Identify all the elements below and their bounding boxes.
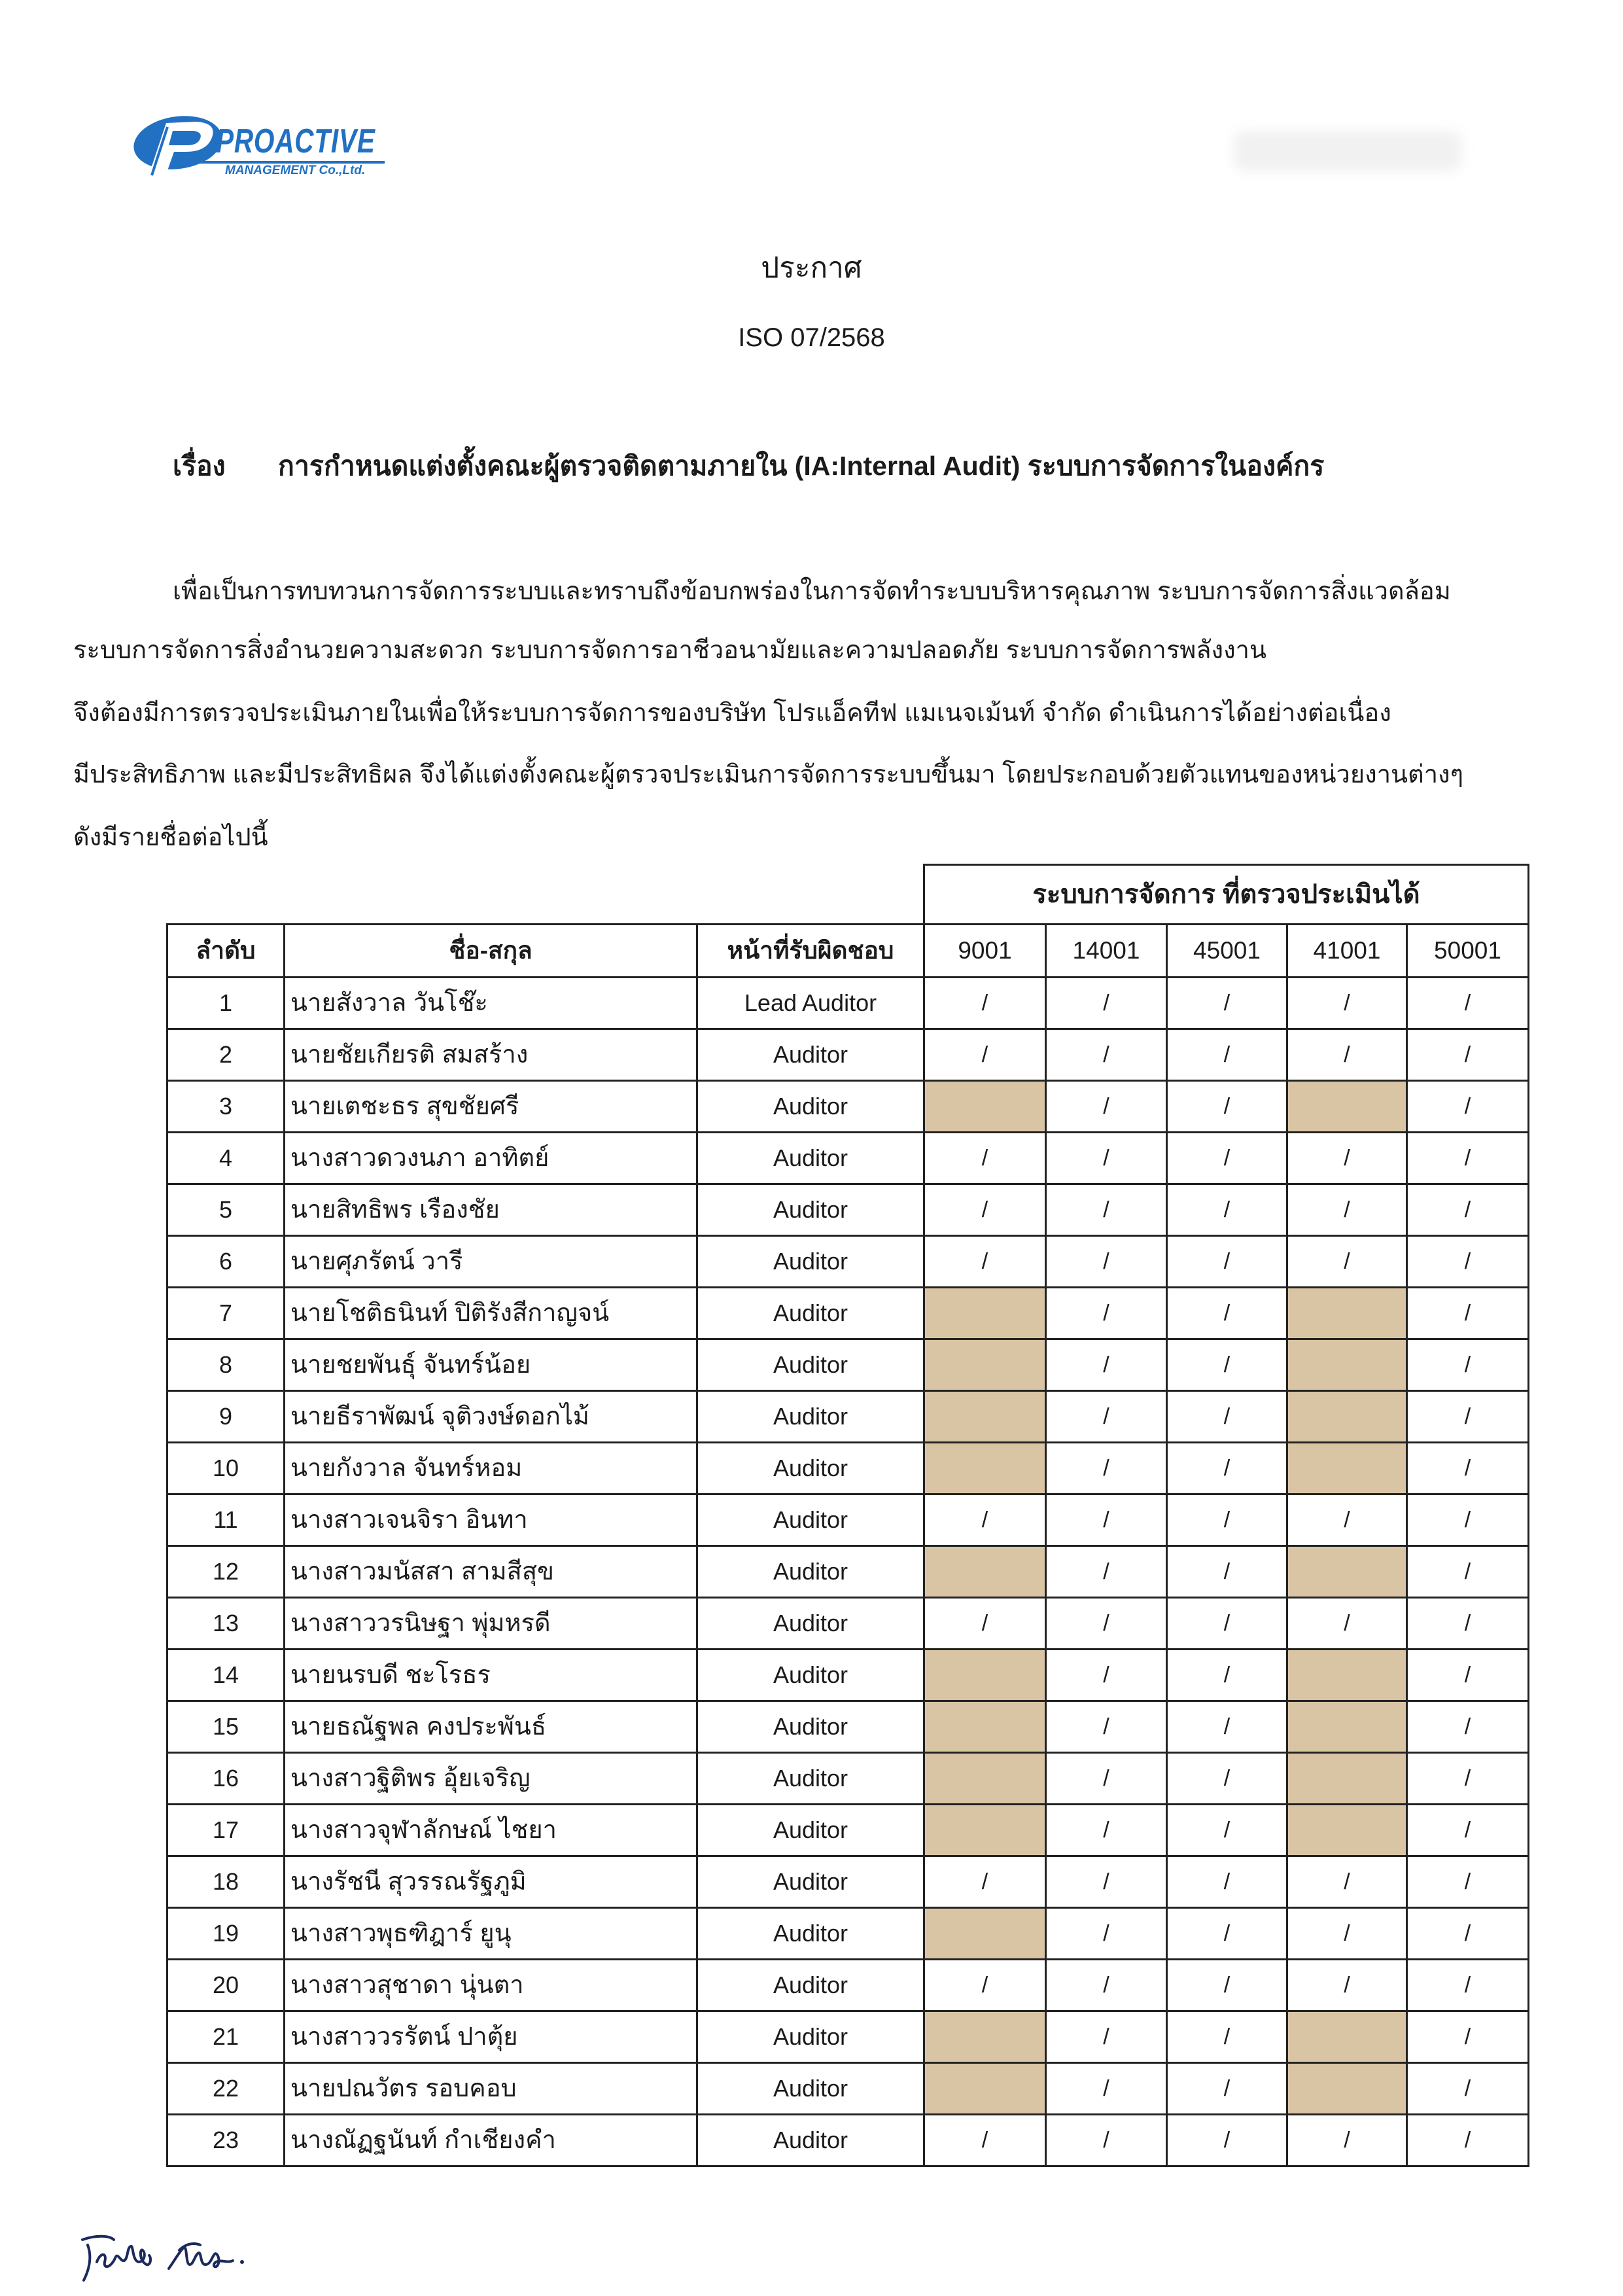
- not-applicable-cell: [1288, 1082, 1408, 1133]
- not-applicable-cell: [1288, 1650, 1408, 1702]
- check-mark-cell: /: [1288, 1495, 1408, 1547]
- check-mark-cell: /: [925, 1030, 1047, 1082]
- check-mark-cell: /: [1047, 2064, 1168, 2115]
- role-cell: Auditor: [698, 1960, 925, 2012]
- name-cell: นางสาวฐิติพร อุ้ยเจริญ: [285, 1754, 698, 1805]
- table-row: [168, 1495, 1529, 1547]
- row-number-cell: 9: [168, 1392, 285, 1443]
- role-cell: Auditor: [698, 1133, 925, 1185]
- col-header-iso-41001: 41001: [1288, 925, 1408, 978]
- check-mark-cell: /: [1408, 1495, 1529, 1547]
- col-header-number: ลำดับ: [168, 925, 285, 978]
- check-mark-cell: /: [1168, 2012, 1288, 2064]
- check-mark-cell: /: [1288, 1857, 1408, 1909]
- body-line: จึงต้องมีการตรวจประเมินภายในเพื่อให้ระบบการจัดการของบริษัท โปรแอ็คทีฟ แมเนจเม้นท์ จำกัด ดำเนินการได้อย่างต่อเนื่อง: [73, 699, 1391, 727]
- check-mark-cell: /: [1168, 1443, 1288, 1495]
- table-row: [168, 1288, 1529, 1340]
- not-applicable-cell: [1288, 1392, 1408, 1443]
- auditor-table: [166, 923, 1529, 2167]
- not-applicable-cell: [925, 1547, 1047, 1598]
- role-cell: Auditor: [698, 1909, 925, 1960]
- name-cell: นายสังวาล วันโช๊ะ: [285, 978, 698, 1030]
- role-cell: Auditor: [698, 1288, 925, 1340]
- check-mark-cell: /: [1047, 1857, 1168, 1909]
- check-mark-cell: /: [1047, 1133, 1168, 1185]
- name-cell: นายโชติธนินท์ ปิติรังสีกาญจน์: [285, 1288, 698, 1340]
- not-applicable-cell: [1288, 1288, 1408, 1340]
- check-mark-cell: /: [1047, 1547, 1168, 1598]
- row-number-cell: 15: [168, 1702, 285, 1754]
- row-number-cell: 20: [168, 1960, 285, 2012]
- check-mark-cell: /: [1408, 1443, 1529, 1495]
- name-cell: นางสาววรนิษฐา พุ่มหรดี: [285, 1598, 698, 1650]
- role-cell: Auditor: [698, 1030, 925, 1082]
- check-mark-cell: /: [1408, 2115, 1529, 2167]
- check-mark-cell: /: [1408, 2012, 1529, 2064]
- role-cell: Auditor: [698, 1495, 925, 1547]
- check-mark-cell: /: [1408, 1237, 1529, 1288]
- name-cell: นายเตชะธร สุขชัยศรี: [285, 1082, 698, 1133]
- announcement-heading: ประกาศ: [761, 252, 862, 284]
- check-mark-cell: /: [925, 1495, 1047, 1547]
- not-applicable-cell: [925, 1805, 1047, 1857]
- name-cell: นายชัยเกียรติ สมสร้าง: [285, 1030, 698, 1082]
- check-mark-cell: /: [1047, 1960, 1168, 2012]
- check-mark-cell: /: [1408, 1082, 1529, 1133]
- row-number-cell: 21: [168, 2012, 285, 2064]
- check-mark-cell: /: [1168, 1185, 1288, 1237]
- row-number-cell: 1: [168, 978, 285, 1030]
- check-mark-cell: /: [1168, 1082, 1288, 1133]
- check-mark-cell: /: [1288, 1030, 1408, 1082]
- table-row: [168, 1547, 1529, 1598]
- row-number-cell: 10: [168, 1443, 285, 1495]
- check-mark-cell: /: [1168, 1598, 1288, 1650]
- col-header-role: หน้าที่รับผิดชอบ: [698, 925, 925, 978]
- role-cell: Auditor: [698, 1754, 925, 1805]
- check-mark-cell: /: [1047, 1340, 1168, 1392]
- company-logo-icon: [128, 110, 226, 183]
- check-mark-cell: /: [1047, 978, 1168, 1030]
- check-mark-cell: /: [1408, 1598, 1529, 1650]
- check-mark-cell: /: [1288, 978, 1408, 1030]
- not-applicable-cell: [925, 1082, 1047, 1133]
- not-applicable-cell: [925, 1754, 1047, 1805]
- name-cell: นางสาวมนัสสา สามสีสุข: [285, 1547, 698, 1598]
- check-mark-cell: /: [1168, 1547, 1288, 1598]
- row-number-cell: 19: [168, 1909, 285, 1960]
- handwritten-signature-icon: [77, 2221, 267, 2287]
- check-mark-cell: /: [1047, 1702, 1168, 1754]
- table-row: [168, 1650, 1529, 1702]
- row-number-cell: 14: [168, 1650, 285, 1702]
- role-cell: Auditor: [698, 1702, 925, 1754]
- table-row: [168, 1598, 1529, 1650]
- not-applicable-cell: [1288, 2012, 1408, 2064]
- role-cell: Auditor: [698, 2012, 925, 2064]
- check-mark-cell: /: [1168, 1495, 1288, 1547]
- not-applicable-cell: [925, 1340, 1047, 1392]
- not-applicable-cell: [925, 1650, 1047, 1702]
- role-cell: Auditor: [698, 1392, 925, 1443]
- name-cell: นางสาวสุชาดา นุ่นตา: [285, 1960, 698, 2012]
- role-cell: Auditor: [698, 1805, 925, 1857]
- col-header-name: ชื่อ-สกุล: [285, 925, 698, 978]
- check-mark-cell: /: [925, 1133, 1047, 1185]
- name-cell: นายธณัฐพล คงประพันธ์: [285, 1702, 698, 1754]
- name-cell: นายกังวาล จันทร์หอม: [285, 1443, 698, 1495]
- name-cell: นางสาววรรัตน์ ปาตุ้ย: [285, 2012, 698, 2064]
- row-number-cell: 17: [168, 1805, 285, 1857]
- check-mark-cell: /: [1047, 1237, 1168, 1288]
- check-mark-cell: /: [1047, 1185, 1168, 1237]
- check-mark-cell: /: [1288, 1960, 1408, 2012]
- table-row: [168, 1340, 1529, 1392]
- not-applicable-cell: [925, 1443, 1047, 1495]
- check-mark-cell: /: [1047, 1030, 1168, 1082]
- name-cell: นายธีราพัฒน์ จุติวงษ์ดอกไม้: [285, 1392, 698, 1443]
- check-mark-cell: /: [925, 1857, 1047, 1909]
- check-mark-cell: /: [1168, 1909, 1288, 1960]
- check-mark-cell: /: [1168, 978, 1288, 1030]
- check-mark-cell: /: [1408, 1754, 1529, 1805]
- name-cell: นายปณวัตร รอบคอบ: [285, 2064, 698, 2115]
- scan-bleed-through-mark: [1233, 131, 1462, 171]
- role-cell: Lead Auditor: [698, 978, 925, 1030]
- not-applicable-cell: [925, 1392, 1047, 1443]
- check-mark-cell: /: [925, 1185, 1047, 1237]
- name-cell: นางณัฏฐนันท์ กำเชียงคำ: [285, 2115, 698, 2167]
- table-row: [168, 978, 1529, 1030]
- row-number-cell: 2: [168, 1030, 285, 1082]
- check-mark-cell: /: [1408, 1133, 1529, 1185]
- role-cell: Auditor: [698, 1237, 925, 1288]
- table-row: [168, 1909, 1529, 1960]
- table-row: [168, 2012, 1529, 2064]
- check-mark-cell: /: [1408, 1547, 1529, 1598]
- role-cell: Auditor: [698, 1650, 925, 1702]
- not-applicable-cell: [1288, 1805, 1408, 1857]
- role-cell: Auditor: [698, 2115, 925, 2167]
- role-cell: Auditor: [698, 1443, 925, 1495]
- row-number-cell: 13: [168, 1598, 285, 1650]
- check-mark-cell: /: [1168, 1960, 1288, 2012]
- not-applicable-cell: [1288, 1547, 1408, 1598]
- table-header-row: [168, 925, 1529, 978]
- row-number-cell: 8: [168, 1340, 285, 1392]
- name-cell: นางสาวพุธฑิฎาร์ ยูนุ: [285, 1909, 698, 1960]
- subject-label: เรื่อง: [173, 451, 226, 481]
- check-mark-cell: /: [925, 1960, 1047, 2012]
- check-mark-cell: /: [1288, 1909, 1408, 1960]
- check-mark-cell: /: [1408, 1702, 1529, 1754]
- row-number-cell: 3: [168, 1082, 285, 1133]
- check-mark-cell: /: [1408, 1857, 1529, 1909]
- row-number-cell: 11: [168, 1495, 285, 1547]
- not-applicable-cell: [1288, 1702, 1408, 1754]
- check-mark-cell: /: [1288, 1185, 1408, 1237]
- row-number-cell: 4: [168, 1133, 285, 1185]
- logo-wordmark: PROACTIVE: [216, 122, 375, 160]
- role-cell: Auditor: [698, 1082, 925, 1133]
- col-header-iso-50001: 50001: [1408, 925, 1529, 978]
- not-applicable-cell: [1288, 1340, 1408, 1392]
- body-line: ระบบการจัดการสิ่งอำนวยความสะดวก ระบบการจัดการอาชีวอนามัยและความปลอดภัย ระบบการจัดการพลังงาน: [73, 637, 1266, 664]
- check-mark-cell: /: [1047, 1288, 1168, 1340]
- role-cell: Auditor: [698, 2064, 925, 2115]
- check-mark-cell: /: [1408, 1288, 1529, 1340]
- name-cell: นายสิทธิพร เรืองชัย: [285, 1185, 698, 1237]
- table-body: [168, 978, 1529, 2167]
- check-mark-cell: /: [1408, 2064, 1529, 2115]
- check-mark-cell: /: [1168, 1805, 1288, 1857]
- body-line: ดังมีรายชื่อต่อไปนี้: [73, 824, 268, 851]
- name-cell: นางสาวจุฬาลักษณ์ ไชยา: [285, 1805, 698, 1857]
- name-cell: นายนรบดี ชะโรธร: [285, 1650, 698, 1702]
- name-cell: นางรัชนี สุวรรณรัฐภูมิ: [285, 1857, 698, 1909]
- check-mark-cell: /: [925, 978, 1047, 1030]
- check-mark-cell: /: [1168, 1288, 1288, 1340]
- check-mark-cell: /: [1408, 1650, 1529, 1702]
- row-number-cell: 22: [168, 2064, 285, 2115]
- row-number-cell: 12: [168, 1547, 285, 1598]
- check-mark-cell: /: [1168, 1030, 1288, 1082]
- management-system-group-header: ระบบการจัดการ ที่ตรวจประเมินได้: [923, 864, 1529, 923]
- table-row: [168, 2064, 1529, 2115]
- not-applicable-cell: [925, 1909, 1047, 1960]
- check-mark-cell: /: [1288, 1133, 1408, 1185]
- not-applicable-cell: [925, 2064, 1047, 2115]
- check-mark-cell: /: [1168, 1340, 1288, 1392]
- check-mark-cell: /: [1168, 1237, 1288, 1288]
- col-header-iso-45001: 45001: [1168, 925, 1288, 978]
- check-mark-cell: /: [1168, 1392, 1288, 1443]
- check-mark-cell: /: [1047, 1650, 1168, 1702]
- check-mark-cell: /: [1168, 1650, 1288, 1702]
- check-mark-cell: /: [925, 2115, 1047, 2167]
- table-row: [168, 1857, 1529, 1909]
- check-mark-cell: /: [1168, 2064, 1288, 2115]
- table-row: [168, 1805, 1529, 1857]
- check-mark-cell: /: [1047, 1909, 1168, 1960]
- check-mark-cell: /: [1047, 1495, 1168, 1547]
- check-mark-cell: /: [1408, 1185, 1529, 1237]
- table-row: [168, 1960, 1529, 2012]
- check-mark-cell: /: [1047, 1754, 1168, 1805]
- role-cell: Auditor: [698, 1185, 925, 1237]
- check-mark-cell: /: [1168, 1702, 1288, 1754]
- check-mark-cell: /: [1408, 978, 1529, 1030]
- check-mark-cell: /: [1288, 2115, 1408, 2167]
- not-applicable-cell: [925, 1702, 1047, 1754]
- check-mark-cell: /: [1047, 1443, 1168, 1495]
- row-number-cell: 5: [168, 1185, 285, 1237]
- check-mark-cell: /: [1168, 1754, 1288, 1805]
- check-mark-cell: /: [1047, 1805, 1168, 1857]
- check-mark-cell: /: [925, 1237, 1047, 1288]
- row-number-cell: 16: [168, 1754, 285, 1805]
- check-mark-cell: /: [925, 1598, 1047, 1650]
- document-number: ISO 07/2568: [738, 323, 885, 352]
- check-mark-cell: /: [1408, 1340, 1529, 1392]
- check-mark-cell: /: [1408, 1392, 1529, 1443]
- not-applicable-cell: [1288, 1754, 1408, 1805]
- check-mark-cell: /: [1408, 1960, 1529, 2012]
- table-row: [168, 2115, 1529, 2167]
- body-line: เพื่อเป็นการทบทวนการจัดการระบบและทราบถึงข้อบกพร่องในการจัดทำระบบบริหารคุณภาพ ระบบการจัดการสิ่งแวดล้อม: [173, 578, 1451, 605]
- check-mark-cell: /: [1047, 2115, 1168, 2167]
- name-cell: นายศุภรัตน์ วารี: [285, 1237, 698, 1288]
- table-row: [168, 1702, 1529, 1754]
- table-row: [168, 1754, 1529, 1805]
- table-row: [168, 1443, 1529, 1495]
- check-mark-cell: /: [1288, 1598, 1408, 1650]
- table-row: [168, 1392, 1529, 1443]
- role-cell: Auditor: [698, 1598, 925, 1650]
- check-mark-cell: /: [1168, 2115, 1288, 2167]
- subject-text: การกำหนดแต่งตั้งคณะผู้ตรวจติดตามภายใน (IA:Internal Audit) ระบบการจัดการในองค์กร: [278, 451, 1325, 481]
- row-number-cell: 23: [168, 2115, 285, 2167]
- table-row: [168, 1237, 1529, 1288]
- body-line: มีประสิทธิภาพ และมีประสิทธิผล จึงได้แต่งตั้งคณะผู้ตรวจประเมินการจัดการระบบขึ้นมา โดยประกอบด้วยตัวแทนของหน่วยงานต่างๆ: [73, 761, 1464, 788]
- not-applicable-cell: [1288, 2064, 1408, 2115]
- check-mark-cell: /: [1168, 1133, 1288, 1185]
- col-header-iso-14001: 14001: [1047, 925, 1168, 978]
- role-cell: Auditor: [698, 1547, 925, 1598]
- check-mark-cell: /: [1168, 1857, 1288, 1909]
- name-cell: นายชยพันธุ์ จันทร์น้อย: [285, 1340, 698, 1392]
- role-cell: Auditor: [698, 1340, 925, 1392]
- role-cell: Auditor: [698, 1857, 925, 1909]
- col-header-iso-9001: 9001: [925, 925, 1047, 978]
- check-mark-cell: /: [1047, 1598, 1168, 1650]
- name-cell: นางสาวเจนจิรา อินทา: [285, 1495, 698, 1547]
- not-applicable-cell: [925, 1288, 1047, 1340]
- table-row: [168, 1082, 1529, 1133]
- not-applicable-cell: [1288, 1443, 1408, 1495]
- logo-tagline: MANAGEMENT Co.,Ltd.: [225, 164, 366, 177]
- check-mark-cell: /: [1288, 1237, 1408, 1288]
- row-number-cell: 7: [168, 1288, 285, 1340]
- name-cell: นางสาวดวงนภา อาทิตย์: [285, 1133, 698, 1185]
- table-row: [168, 1185, 1529, 1237]
- check-mark-cell: /: [1408, 1805, 1529, 1857]
- table-row: [168, 1030, 1529, 1082]
- check-mark-cell: /: [1047, 2012, 1168, 2064]
- not-applicable-cell: [925, 2012, 1047, 2064]
- row-number-cell: 6: [168, 1237, 285, 1288]
- table-row: [168, 1133, 1529, 1185]
- check-mark-cell: /: [1408, 1909, 1529, 1960]
- check-mark-cell: /: [1408, 1030, 1529, 1082]
- row-number-cell: 18: [168, 1857, 285, 1909]
- check-mark-cell: /: [1047, 1082, 1168, 1133]
- check-mark-cell: /: [1047, 1392, 1168, 1443]
